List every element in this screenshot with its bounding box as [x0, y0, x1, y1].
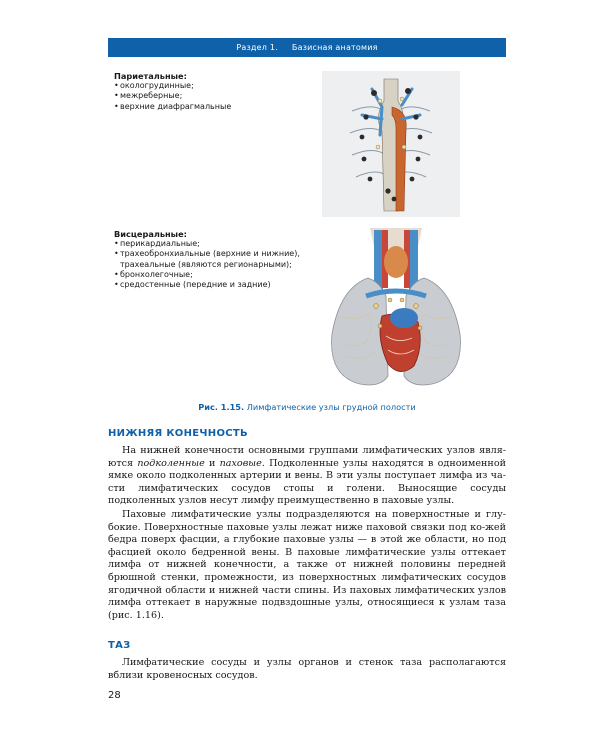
lungs-heart-illustration [326, 226, 466, 394]
header-title: Базисная анатомия [291, 43, 378, 52]
visceral-legend [114, 229, 329, 290]
header-section: Раздел 1. [236, 43, 278, 52]
running-header [108, 38, 506, 57]
parietal-list [114, 81, 314, 112]
visceral-list [114, 239, 329, 290]
section-heading-lower-limb: НИЖНЯЯ КОНЕЧНОСТЬ [108, 428, 248, 439]
section-heading-pelvis: ТАЗ [108, 640, 131, 651]
figure-caption [108, 402, 506, 412]
list-item: • бронхолегочные; [114, 270, 329, 280]
parietal-title: Париетальные: [114, 71, 187, 81]
list-item: • средостенные (передние и задние) [114, 280, 329, 290]
list-item: • верхние диафрагмальные [114, 102, 314, 112]
list-item: • перикардиальные; [114, 239, 329, 249]
list-item: • окологрудинные; [114, 81, 314, 91]
caption-label: Рис. 1.15. [198, 402, 245, 412]
visceral-nodes-illustration [326, 226, 466, 394]
paragraph: Лимфатические сосуды и узлы органов и стенок таза располагаются вблизи кровеносных сосудов. [108, 657, 506, 681]
list-item: • трахеобронхиальные (верхние и нижние), трахеальные (являются регионарными); [114, 249, 329, 269]
parietal-nodes-illustration [322, 71, 460, 217]
page-number: 28 [108, 690, 121, 701]
paragraph: На нижней конечности основными группами лимфатических узлов явля-ются подколенные и паховые. Подколенные узлы находятся в одноименной ямке около подколенных артерии и вены. В эти узлы поступает лимфа из ча-сти лимфатических сосудов стопы и голени. Выносящие сосуды подколенных узлов несут лимфу преимущественно в паховые узлы. [108, 445, 506, 507]
caption-text: Лимфатические узлы грудной полости [244, 402, 416, 412]
thoracic-lymph-illustration [322, 71, 460, 217]
visceral-title: Висцеральные: [114, 229, 187, 239]
paragraph: Паховые лимфатические узлы подразделяются на поверхностные и глу-бокие. Поверхностные паховые узлы лежат ниже паховой связки под ко-жей бедра поверх фасции, а глубокие паховые узлы — в этой же области, но под фасцией около бедренной вены. В паховые лимфатические узлы оттекает лимфа от нижней конечности, а также от нижней половины передней брюшной стенки, промежности, из поверхностных лимфатических сосудов ягодичной области и нижней части спины. Из паховых лимфатических узлов лимфа оттекает в наружные подвздошные узлы, относящиеся к узлам таза (рис. 1.16). [108, 509, 506, 621]
list-item: • межреберные; [114, 91, 314, 101]
parietal-legend [114, 71, 314, 112]
